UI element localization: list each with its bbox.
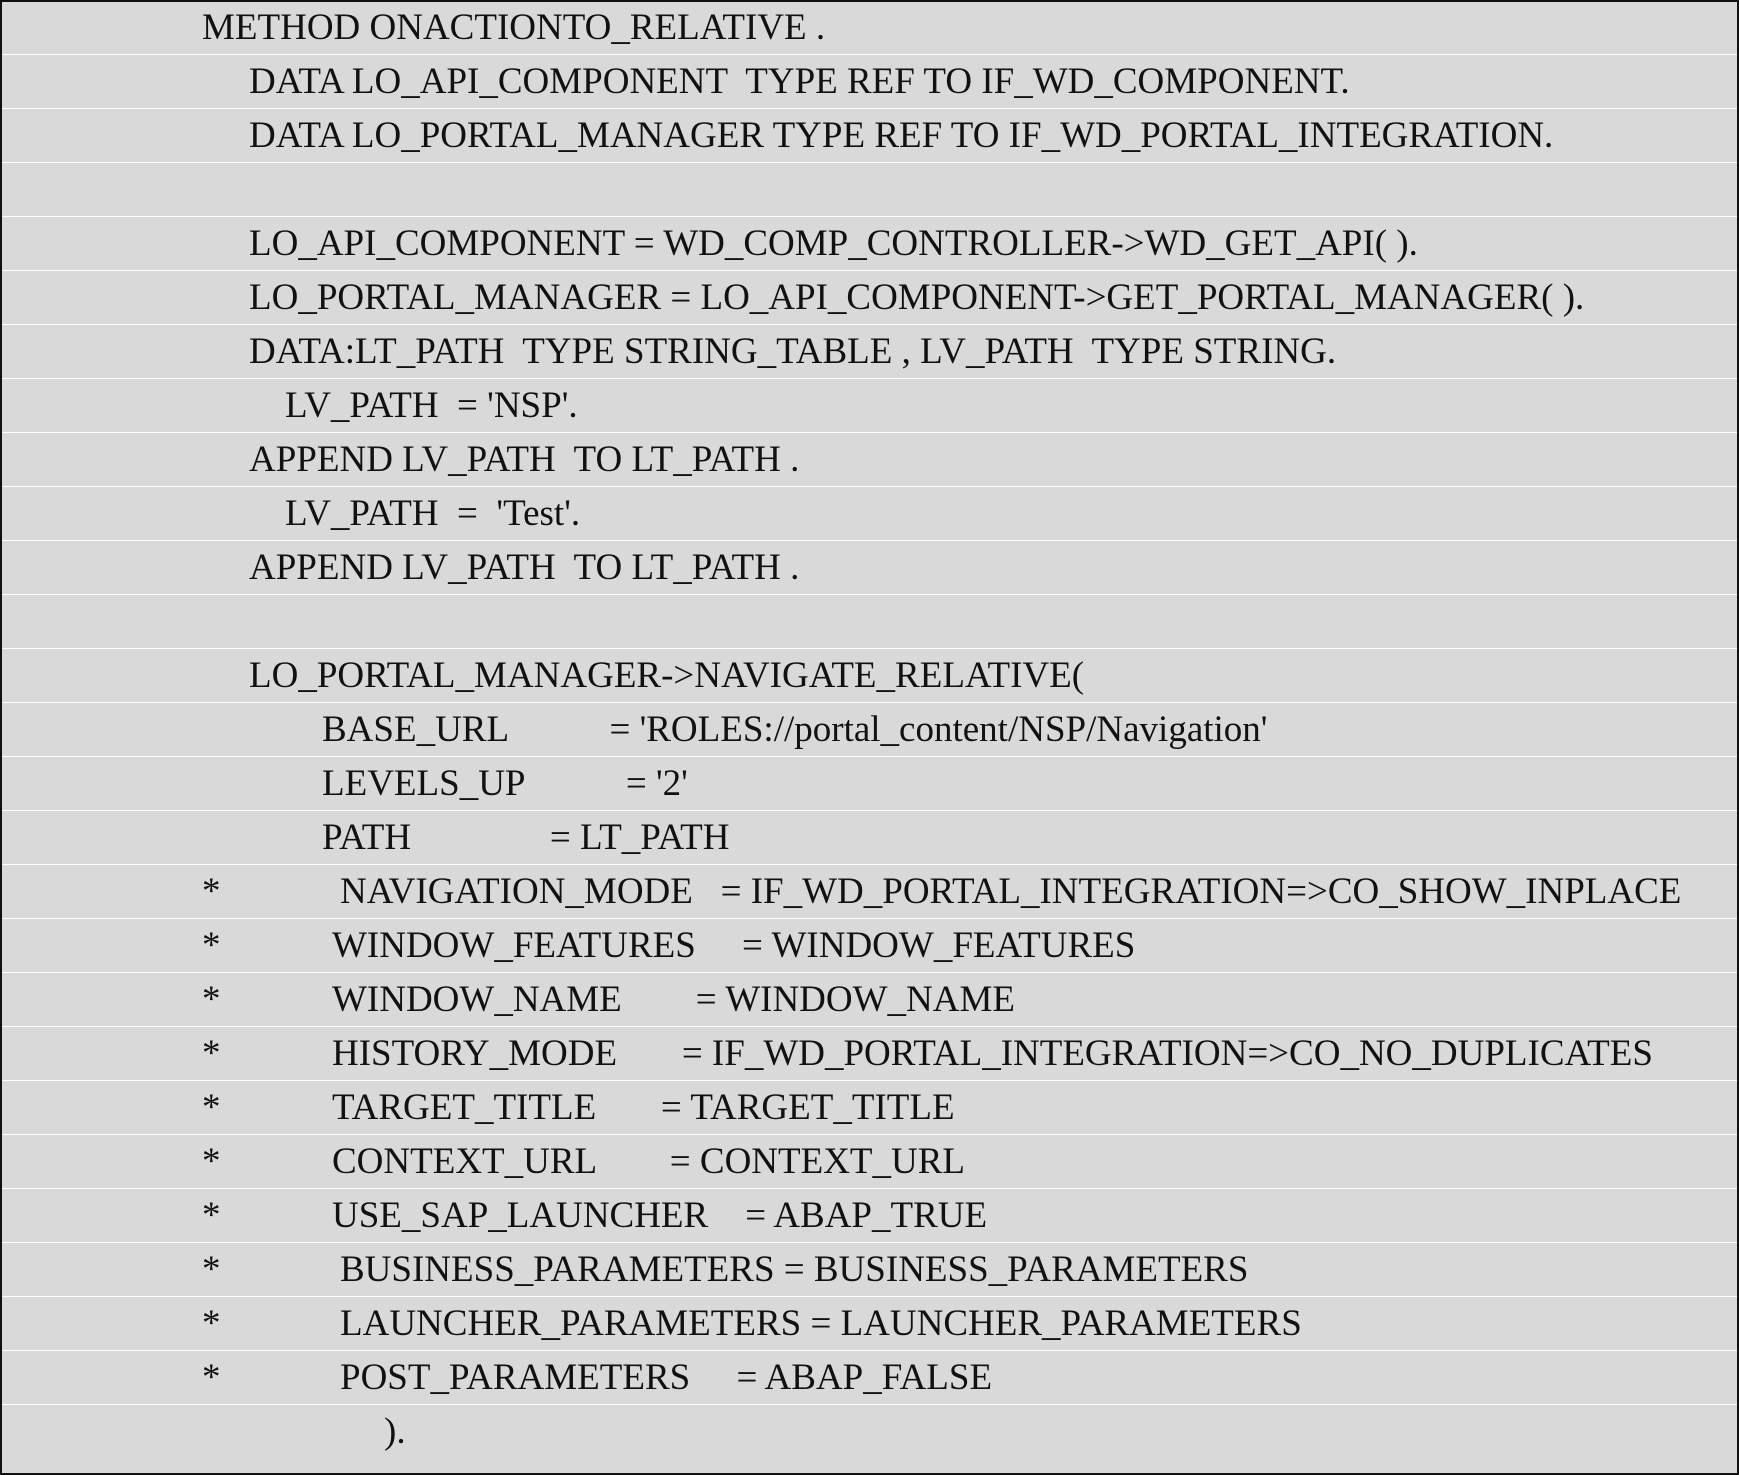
comment-marker: * (202, 925, 221, 966)
code-line (2, 1082, 1737, 1135)
code-line (2, 1028, 1737, 1081)
code-line (2, 110, 1737, 163)
code-line (2, 1406, 1737, 1459)
comment-marker: * (202, 1303, 221, 1344)
code-line-text: LO_API_COMPONENT = WD_COMP_CONTROLLER->WD_GET_API( ). (249, 223, 1418, 264)
code-line-text: APPEND LV_PATH TO LT_PATH . (249, 439, 800, 480)
code-line-text: WINDOW_FEATURES = WINDOW_FEATURES (332, 925, 1136, 966)
code-line (2, 2, 1737, 55)
comment-marker: * (202, 1087, 221, 1128)
code-line-text: LO_PORTAL_MANAGER = LO_API_COMPONENT->GET_PORTAL_MANAGER( ). (249, 277, 1585, 318)
code-line-text: PATH = LT_PATH (322, 817, 730, 858)
comment-marker: * (202, 1357, 221, 1398)
code-line (2, 218, 1737, 271)
code-line (2, 1352, 1737, 1405)
comment-marker: * (202, 1195, 221, 1236)
code-line-text: DATA:LT_PATH TYPE STRING_TABLE , LV_PATH TYPE STRING. (249, 331, 1337, 372)
code-line (2, 650, 1737, 703)
code-line (2, 164, 1737, 217)
code-line (2, 542, 1737, 595)
code-line (2, 758, 1737, 811)
code-line-text: POST_PARAMETERS = ABAP_FALSE (340, 1357, 993, 1398)
code-line-text: LAUNCHER_PARAMETERS = LAUNCHER_PARAMETERS (340, 1303, 1302, 1344)
code-line-text: BUSINESS_PARAMETERS = BUSINESS_PARAMETERS (340, 1249, 1249, 1290)
code-line-text: METHOD ONACTIONTO_RELATIVE . (202, 7, 826, 48)
code-line-text: BASE_URL = 'ROLES://portal_content/NSP/Navigation' (322, 709, 1268, 750)
code-line-text: LEVELS_UP = '2' (322, 763, 688, 804)
code-line (2, 704, 1737, 757)
code-line (2, 56, 1737, 109)
code-line (2, 272, 1737, 325)
comment-marker: * (202, 979, 221, 1020)
code-line-text: APPEND LV_PATH TO LT_PATH . (249, 547, 800, 588)
code-line-text: LO_PORTAL_MANAGER->NAVIGATE_RELATIVE( (249, 655, 1085, 696)
code-line (2, 1136, 1737, 1189)
code-line-text: DATA LO_API_COMPONENT TYPE REF TO IF_WD_COMPONENT. (249, 61, 1350, 102)
code-line-text: USE_SAP_LAUNCHER = ABAP_TRUE (332, 1195, 988, 1236)
code-line-text: TARGET_TITLE = TARGET_TITLE (332, 1087, 955, 1128)
code-line (2, 1190, 1737, 1243)
comment-marker: * (202, 1249, 221, 1290)
comment-marker: * (202, 1033, 221, 1074)
code-line-text: ). (384, 1411, 406, 1452)
code-line (2, 434, 1737, 487)
code-line (2, 488, 1737, 541)
code-line-text: HISTORY_MODE = IF_WD_PORTAL_INTEGRATION=>CO_NO_DUPLICATES (332, 1033, 1653, 1074)
code-line-text: WINDOW_NAME = WINDOW_NAME (332, 979, 1015, 1020)
code-line (2, 1298, 1737, 1351)
comment-marker: * (202, 1141, 221, 1182)
code-line-text: DATA LO_PORTAL_MANAGER TYPE REF TO IF_WD_PORTAL_INTEGRATION. (249, 115, 1554, 156)
code-line-text: LV_PATH = 'NSP'. (285, 385, 578, 426)
code-line-text: NAVIGATION_MODE = IF_WD_PORTAL_INTEGRATION=>CO_SHOW_INPLACE (340, 871, 1682, 912)
code-line (2, 380, 1737, 433)
code-line (2, 326, 1737, 379)
code-line (2, 920, 1737, 973)
code-line (2, 974, 1737, 1027)
code-line (2, 596, 1737, 649)
code-line (2, 812, 1737, 865)
code-line (2, 866, 1737, 919)
code-line (2, 1244, 1737, 1297)
code-line-text: CONTEXT_URL = CONTEXT_URL (332, 1141, 966, 1182)
comment-marker: * (202, 871, 221, 912)
code-line-text: LV_PATH = 'Test'. (285, 493, 581, 534)
